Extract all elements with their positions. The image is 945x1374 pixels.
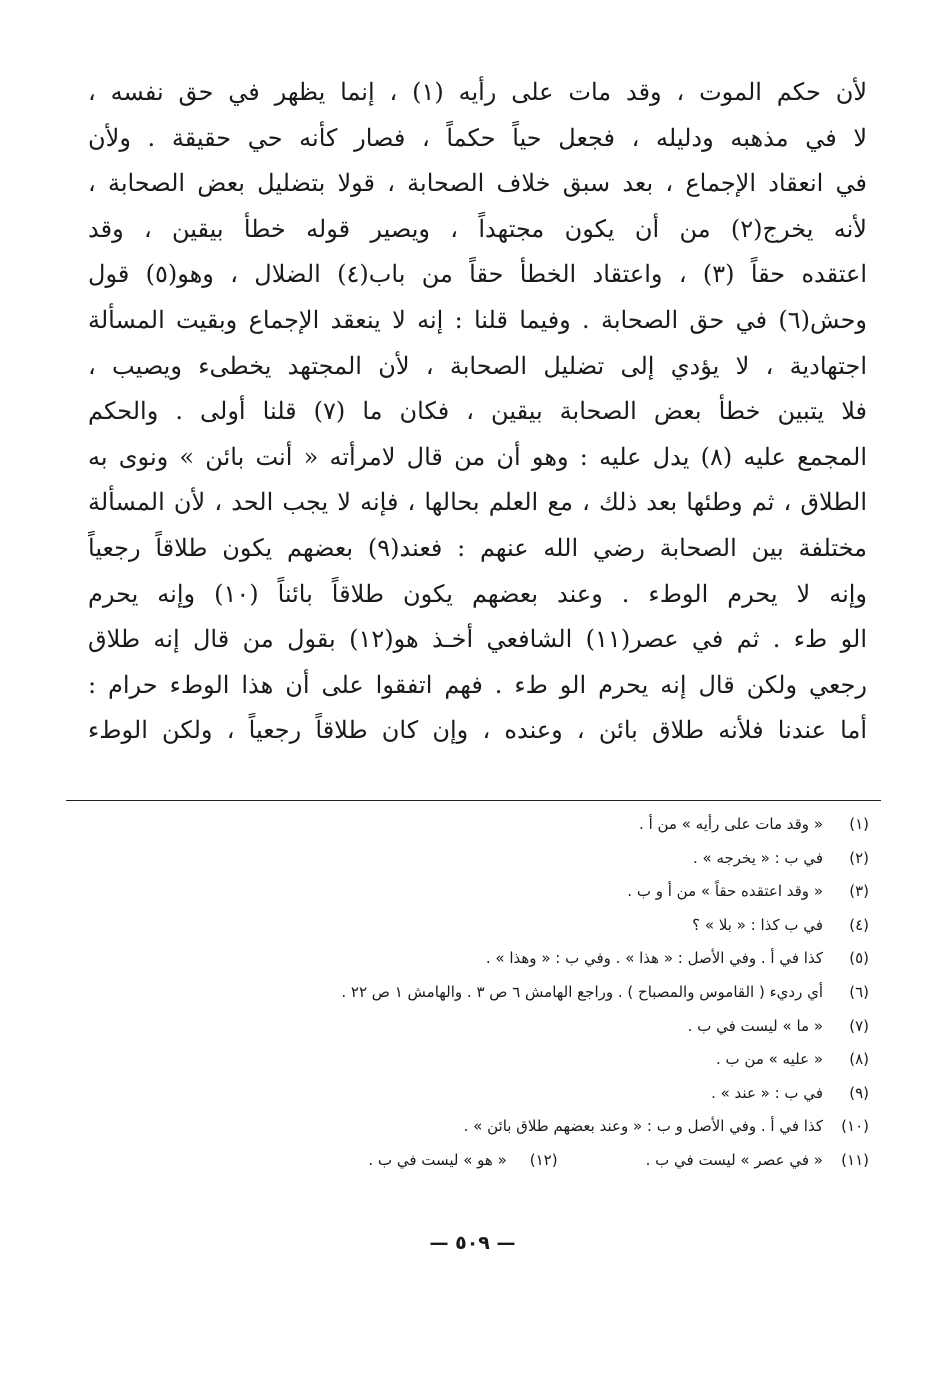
footnote-number: (٩) <box>849 1083 869 1102</box>
footnote-text: في ب : « يخرجه » . <box>692 848 823 867</box>
text-line: المجمع عليه (٨) يدل عليه : وهو أن من قال لامرأته « أنت بائن » ونوى به <box>88 442 867 471</box>
footnote-number: (٢) <box>849 848 869 867</box>
footnotes <box>150 808 869 1178</box>
footnote-text: « وقد مات على رأيه » من أ . <box>639 815 823 833</box>
footnote-text: كذا في أ . وفي الأصل : « هذا » . وفي ب : « وهذا » . <box>485 949 823 968</box>
footnote-text: « ما » ليست في ب . <box>687 1016 823 1035</box>
footnote-number: (٥) <box>849 949 869 968</box>
footnote <box>150 875 869 909</box>
footnote-separator <box>66 800 881 801</box>
footnote-number: (١١) <box>841 1150 869 1169</box>
footnote-number: (١) <box>849 815 869 833</box>
footnote <box>150 1077 869 1111</box>
footnote-text: أي رديء ( القاموس والمصباح ) . وراجع الهامش ٦ ص ٣ . والهامش ١ ص ٢٢ . <box>341 982 823 1001</box>
text-line: رجعي ولكن قال إنه يحرم الو طء . فهم اتفقوا على أن هذا الوطء حرام : <box>88 670 867 699</box>
page-number: — ٥٠٩ — <box>429 1232 516 1254</box>
footnote <box>150 842 869 876</box>
text-line: الو طء . ثم في عصر(١١) الشافعي أخـذ هو(١٢) بقول من قال إنه طلاق <box>88 625 867 654</box>
footnote-text: « وقد اعتقده حقاً » من أ و ب . <box>627 882 823 901</box>
footnote-text: في ب كذا : « بلا » ؟ <box>692 915 823 934</box>
text-line: الطلاق ، ثم وطئها بعد ذلك ، مع العلم بحالها ، فإنه لا يجب الحد ، لأن المسألة <box>88 488 867 517</box>
footnote-text: في ب : « عند » . <box>711 1083 823 1102</box>
text-line: في انعقاد الإجماع ، بعد سبق خلاف الصحابة ، قولا بتضليل بعض الصحابة ، <box>88 169 867 198</box>
footnote <box>150 1010 869 1044</box>
text-line: وحش(٦) في حق الصحابة . وفيما قلنا : إنه لا ينعقد الإجماع وبقيت المسألة <box>88 305 867 334</box>
footnote-number: (١٠) <box>841 1117 869 1136</box>
text-line: اجتهادية ، لا يؤدي إلى تضليل الصحابة ، لأن المجتهد يخطىء ويصيب ، <box>88 351 867 380</box>
text-line: فلا يتبين خطأ بعض الصحابة بيقين ، فكان ما (٧) قلنا أولى . والحكم <box>88 397 867 426</box>
footnote <box>368 1144 557 1178</box>
footnote-pair <box>150 1144 869 1178</box>
footnote-number: (٧) <box>849 1016 869 1035</box>
text-line: اعتقده حقاً (٣) ، واعتقاد الخطأ حقاً من باب(٤) الضلال ، وهو(٥) قول <box>88 260 867 289</box>
footnote-text: « عليه » من ب . <box>715 1050 823 1069</box>
text-line: لأن حكم الموت ، وقد مات على رأيه (١) ، إنما يظهر في حق نفسه ، <box>88 78 867 106</box>
main-text <box>88 70 867 754</box>
footnote-text: « هو » ليست في ب . <box>368 1150 507 1169</box>
footnote <box>150 976 869 1010</box>
text-line: أما عندنا فلأنه طلاق بائن ، وعنده ، وإن كان طلاقاً رجعياً ، ولكن الوطء <box>88 716 867 745</box>
footnote <box>150 942 869 976</box>
footnote <box>150 808 869 842</box>
footnote-number: (٨) <box>849 1050 869 1069</box>
footnote-number: (٦) <box>849 982 869 1001</box>
text-line: لا في مذهبه ودليله ، فجعل حياً حكماً ، فصار كأنه حي حقيقة . ولأن <box>88 123 867 152</box>
footnote <box>150 1110 869 1144</box>
footnote <box>150 909 869 943</box>
footnote-number: (٤) <box>849 915 869 934</box>
footnote-number: (٣) <box>849 882 869 901</box>
text-line: وإنه لا يحرم الوطء . وعند بعضهم يكون طلاقاً بائناً (١٠) وإنه يحرم <box>88 579 867 608</box>
footnote-text: كذا في أ . وفي الأصل و ب : « وعند بعضهم طلاق بائن » . <box>463 1117 823 1136</box>
footnote <box>150 1043 869 1077</box>
text-line: مختلفة بين الصحابة رضي الله عنهم : فعند(٩) بعضهم يكون طلاقاً رجعياً <box>88 533 867 562</box>
text-line: لأنه يخرج(٢) من أن يكون مجتهداً ، ويصير قوله خطأ بيقين ، وقد <box>88 214 867 243</box>
footnote-text: « في عصر » ليست في ب . <box>645 1150 823 1169</box>
footnote-number: (١٢) <box>529 1150 558 1169</box>
